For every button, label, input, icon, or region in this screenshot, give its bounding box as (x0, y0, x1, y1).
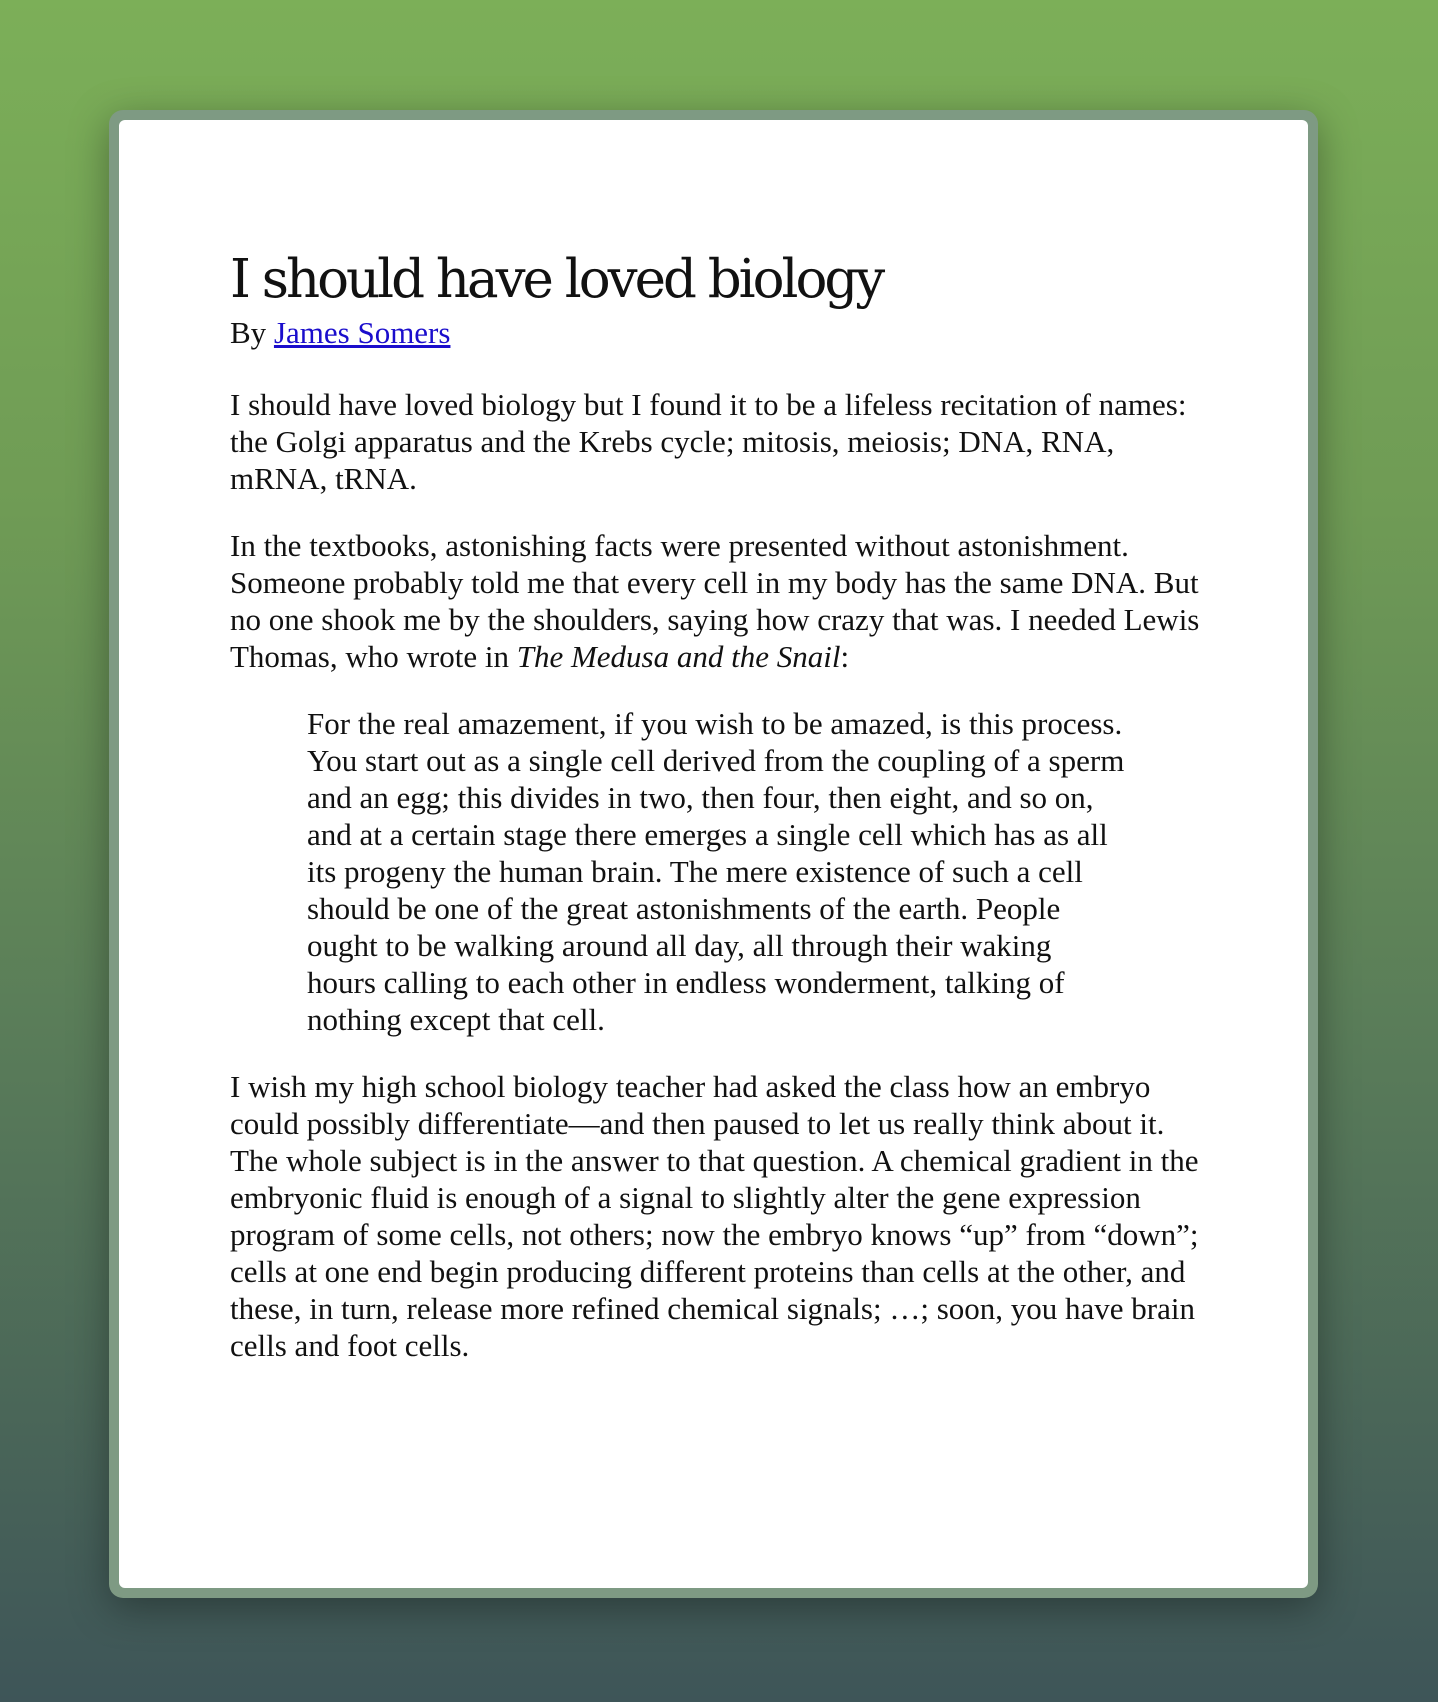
page-title: I should have loved biology (230, 249, 883, 310)
byline-prefix: By (230, 315, 274, 350)
author-link[interactable]: James Somers (273, 315, 451, 350)
book-title: The Medusa and the Snail (516, 639, 841, 674)
paragraph-3: I wish my high school biology teacher had asked the class how an embryo could possibly differentiate—and then paused to let us really think about it. The whole subject is in the answer to that question. A chemical gradient in the embryonic fluid is enough of a signal to slightly alter the gene expression program of some cells, not others; now the embryo knows “up” from “down”; cells at one end begin producing different proteins than cells at the other, and these, in turn, release more refined chemical signals; …; soon, you have brain cells and foot cells. (230, 1069, 1199, 1363)
paragraph-2-end: : (840, 639, 850, 674)
paragraph-1: I should have loved biology but I found it to be a lifeless recitation of names: the Golgi apparatus and the Krebs cycle; mitosis, meiosis; DNA, RNA, mRNA, tRNA. (230, 387, 1187, 496)
byline (230, 314, 1200, 352)
block-quote: For the real amazement, if you wish to be amazed, is this process. You start out as a single cell derived from the coupling of a sperm and an egg; this divides in two, then four, then eight, and so on, and at a certain stage there emerges a single cell which has as all its progeny the human brain. The mere existence of such a cell should be one of the great astonishments of the earth. People ought to be walking around all day, all through their waking hours calling to each other in endless wonderment, talking of nothing except that cell. (307, 706, 1125, 1037)
article (230, 250, 1200, 1364)
paragraph-2 (230, 527, 1200, 675)
page (119, 120, 1308, 1588)
paragraph-2-text: In the textbooks, astonishing facts were presented without astonishment. Someone probably told me that every cell in my body has the same DNA. But no one shook me by the shoulders, saying how crazy that was. I needed Lewis Thomas, who wrote in (230, 528, 1200, 674)
window-frame (109, 110, 1318, 1598)
